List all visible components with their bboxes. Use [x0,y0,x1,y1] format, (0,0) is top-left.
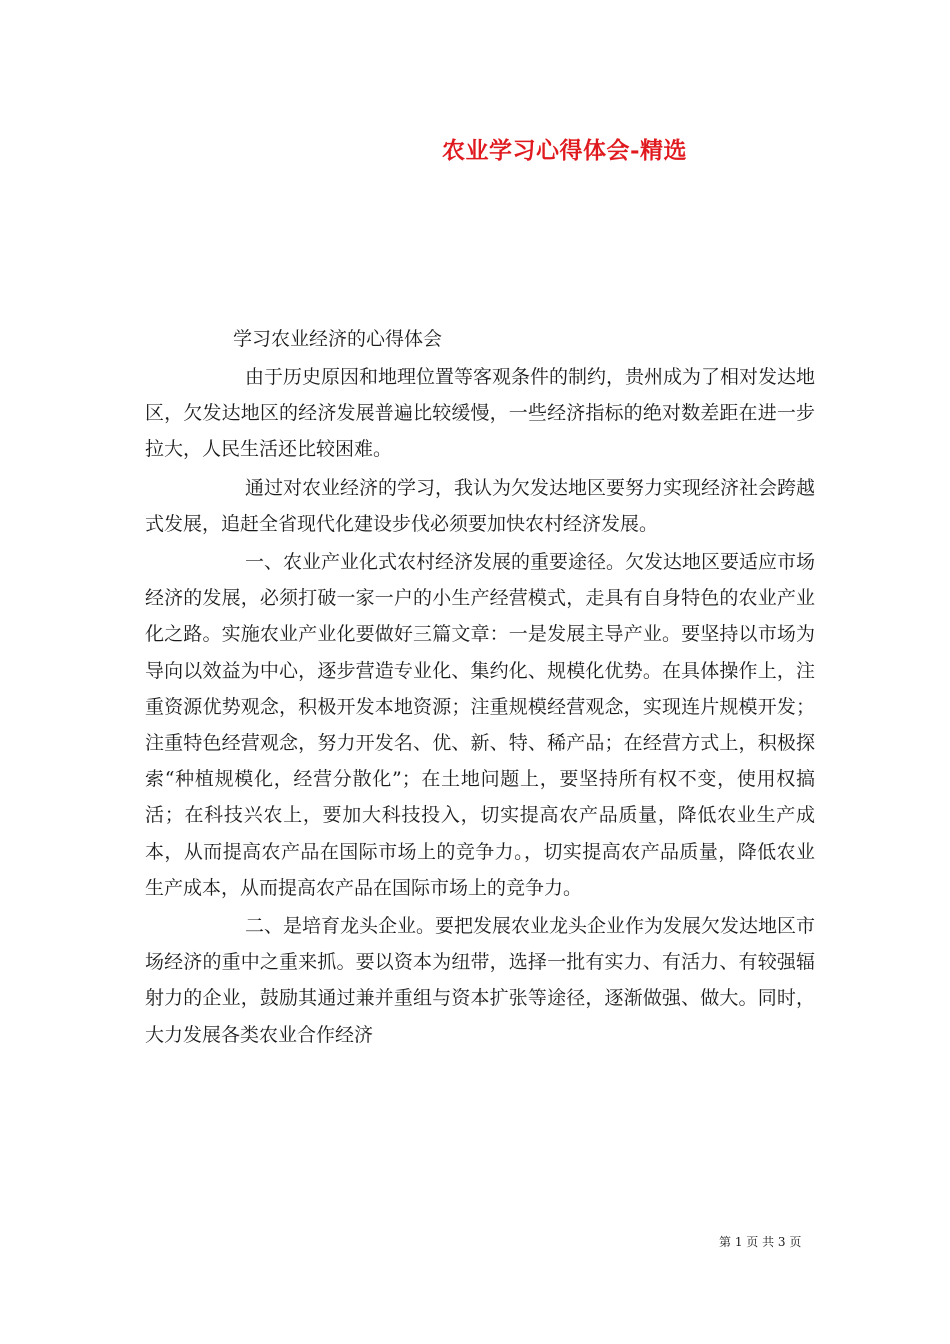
page-number-footer: 第 1 页 共 3 页 [719,1235,802,1249]
document-title: 农业学习心得体会-精选 [442,137,688,164]
section-subheading: 学习农业经济的心得体会 [233,328,443,350]
paragraph-point-one: 一、农业产业化式农村经济发展的重要途径。欠发达地区要适应市场经济的发展，必须打破一家一户的小生产经营模式，走具有自身特色的农业产业化之路。实施农业产业化要做好三篇文章：一是发展主导产业。要坚持以市场为导向以效益为中心，逐步营造专业化、集约化、规模化优势。在具体操作上，注重资源优势观念，积极开发本地资源；注重规模经营观念，实现连片规模开发；注重特色经营观念，努力开发名、优、新、特、稀产品；在经营方式上，积极探索“种植规模化，经营分散化”；在土地问题上，要坚持所有权不变，使用权搞活；在科技兴农上，要加大科技投入，切实提高农产品质量，降低农业生产成本，从而提高农产品在国际市场上的竞争力。，切实提高农产品质量，降低农业生产成本，从而提高农产品在国际市场上的竞争力。 [145,551,816,899]
paragraph-point-two: 二、是培育龙头企业。要把发展农业龙头企业作为发展欠发达地区市场经济的重中之重来抓。要以资本为纽带，选择一批有实力、有活力、有较强辐射力的企业，鼓励其通过兼并重组与资本扩张等途径，逐渐做强、做大。同时，大力发展各类农业合作经济 [145,915,816,1046]
paragraph-thesis: 通过对农业经济的学习，我认为欠发达地区要努力实现经济社会跨越式发展，追赶全省现代化建设步伐必须要加快农村经济发展。 [145,476,816,535]
paragraph-intro: 由于历史原因和地理位置等客观条件的制约，贵州成为了相对发达地区，欠发达地区的经济发展普遍比较缓慢，一些经济指标的绝对数差距在进一步拉大，人民生活还比较困难。 [145,366,816,461]
document-body [145,324,815,1055]
